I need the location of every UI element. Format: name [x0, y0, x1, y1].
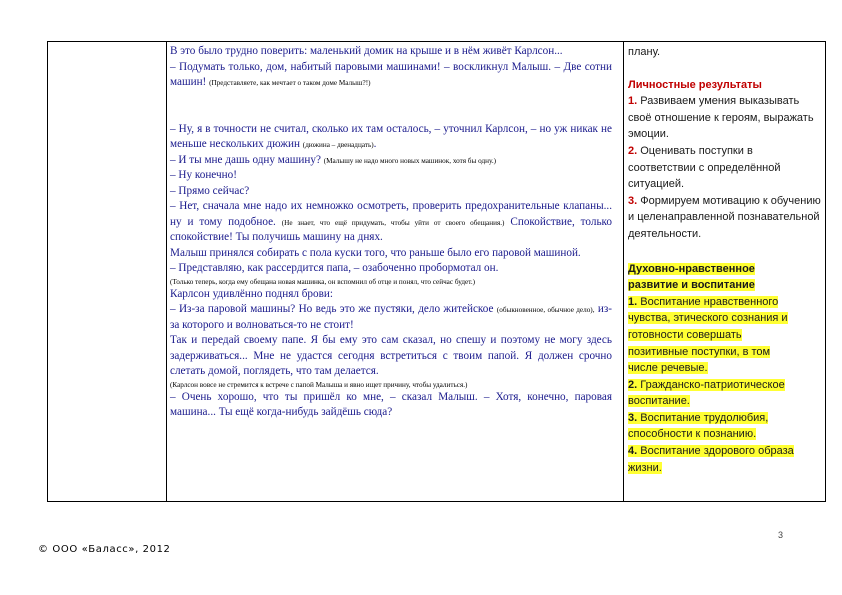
dialogue-line: – Нет, сначала мне надо их немножко осмотреть, проверить предохранительные клапаны... ну и тому подобное. (Не знает, что ещё придумать, чтобы уйти от своего обещания.) Спокойствие, только спокойствие! Ты получишь машину на днях.: [170, 200, 613, 243]
dialogue-line: – Ну, я в точности не считал, сколько их там осталось, – уточнил Карлсон, – но уж никак не меньше нескольких дюжин (дюжина – двенадцать).: [170, 122, 612, 150]
dialogue-line: Карлсон удивлённо поднял брови:: [170, 287, 333, 300]
dialogue-line: – Подумать только, дом, набитый паровыми машинами! – воскликнул Малыш. – Две сотни машин! (Представляете, как мечтает о таком доме Малыш?!): [170, 60, 612, 88]
moral-heading: Духовно-нравственное развитие и воспитание: [628, 262, 755, 292]
moral-item: 1. Воспитание нравственного чувства, этического сознания и готовности совершать позитивные поступки, в том числе речевые.: [628, 295, 788, 375]
copyright-footer: © ООО «Баласс», 2012: [38, 544, 171, 555]
dialogue-note: (Малышу не надо много новых машинок, хотя бы одну.): [323, 156, 497, 165]
results-column: [624, 42, 824, 476]
dialogue-line: – И ты мне дашь одну машину? (Малышу не надо много новых машинок, хотя бы одну.): [170, 153, 497, 166]
dialogue-note: (Представляете, как мечтает о таком доме Малыш?!): [209, 79, 371, 87]
dialogue-line: Малыш принялся собирать с пола куски того, что раньше было его паровой машиной.: [170, 246, 581, 259]
dialogue-note: (Только теперь, когда ему обещана новая машинка, он вспомнил об отце и понял, что сейчас будет.): [170, 277, 476, 286]
results-top-text: плану.: [628, 46, 661, 58]
dialogue-line: В это было трудно поверить: маленький домик на крыше и в нём живёт Карлсон...: [170, 45, 563, 57]
dialogue-column: [166, 42, 616, 421]
dialogue-note: (обыкновенное, обычное дело),: [496, 306, 595, 314]
dialogue-line: – Ну конечно!: [170, 169, 237, 181]
dialogue-line: – Представляю, как рассердится папа, – озабоченно пробормотал он.: [170, 262, 499, 274]
personal-result-item: 1. Развиваем умения выказывать своё отношение к героям, выражать эмоции.: [628, 95, 814, 141]
personal-result-item: 2. Оценивать поступки в соответствии с определённой ситуацией.: [628, 144, 781, 191]
table-border-left: [47, 42, 48, 501]
personal-results-heading: Личностные результаты: [628, 78, 762, 91]
dialogue-line: Так и передай своему папе. Я бы ему это сам сказал, но спешу и поэтому не могу здесь задерживаться... Мне не удастся сегодня встретиться с твоим папой. Я должен срочно слетать домой, поглядеть, что там делается.: [170, 334, 612, 377]
dialogue-line: – Из-за паровой машины? Но ведь это же пустяки, дело житейское (обыкновенное, обычное дело), из-за которого и волноваться-то не стоит!: [170, 303, 612, 331]
dialogue-gap: [170, 91, 612, 122]
dialogue-note: (дюжина – двенадцать): [302, 141, 374, 149]
moral-education-block: [628, 261, 822, 477]
lesson-table: [47, 41, 826, 502]
dialogue-line: – Прямо сейчас?: [170, 184, 250, 197]
dialogue-line: – Очень хорошо, что ты пришёл ко мне, – сказал Малыш. – Хотя, конечно, паровая машина... Ты ещё когда-нибудь зайдёшь сюда?: [170, 390, 612, 418]
dialogue-note: (Карлсон вовсе не стремится к встрече с папой Малыша и явно ищет причину, чтобы удалиться.): [170, 380, 468, 389]
personal-result-item: 3. Формируем мотивацию к обучению и целенаправленной познавательной деятельности.: [628, 194, 821, 240]
page-number: 3: [778, 530, 784, 540]
moral-item: 4. Воспитание здорового образа жизни.: [628, 445, 794, 474]
table-border-right: [825, 42, 826, 501]
dialogue-note: (Не знает, что ещё придумать, чтобы уйти от своего обещания.): [281, 218, 505, 227]
moral-item: 2. Гражданско-патриотическое воспитание.: [628, 378, 785, 408]
moral-item: 3. Воспитание трудолюбия, способности к познанию.: [628, 411, 769, 441]
